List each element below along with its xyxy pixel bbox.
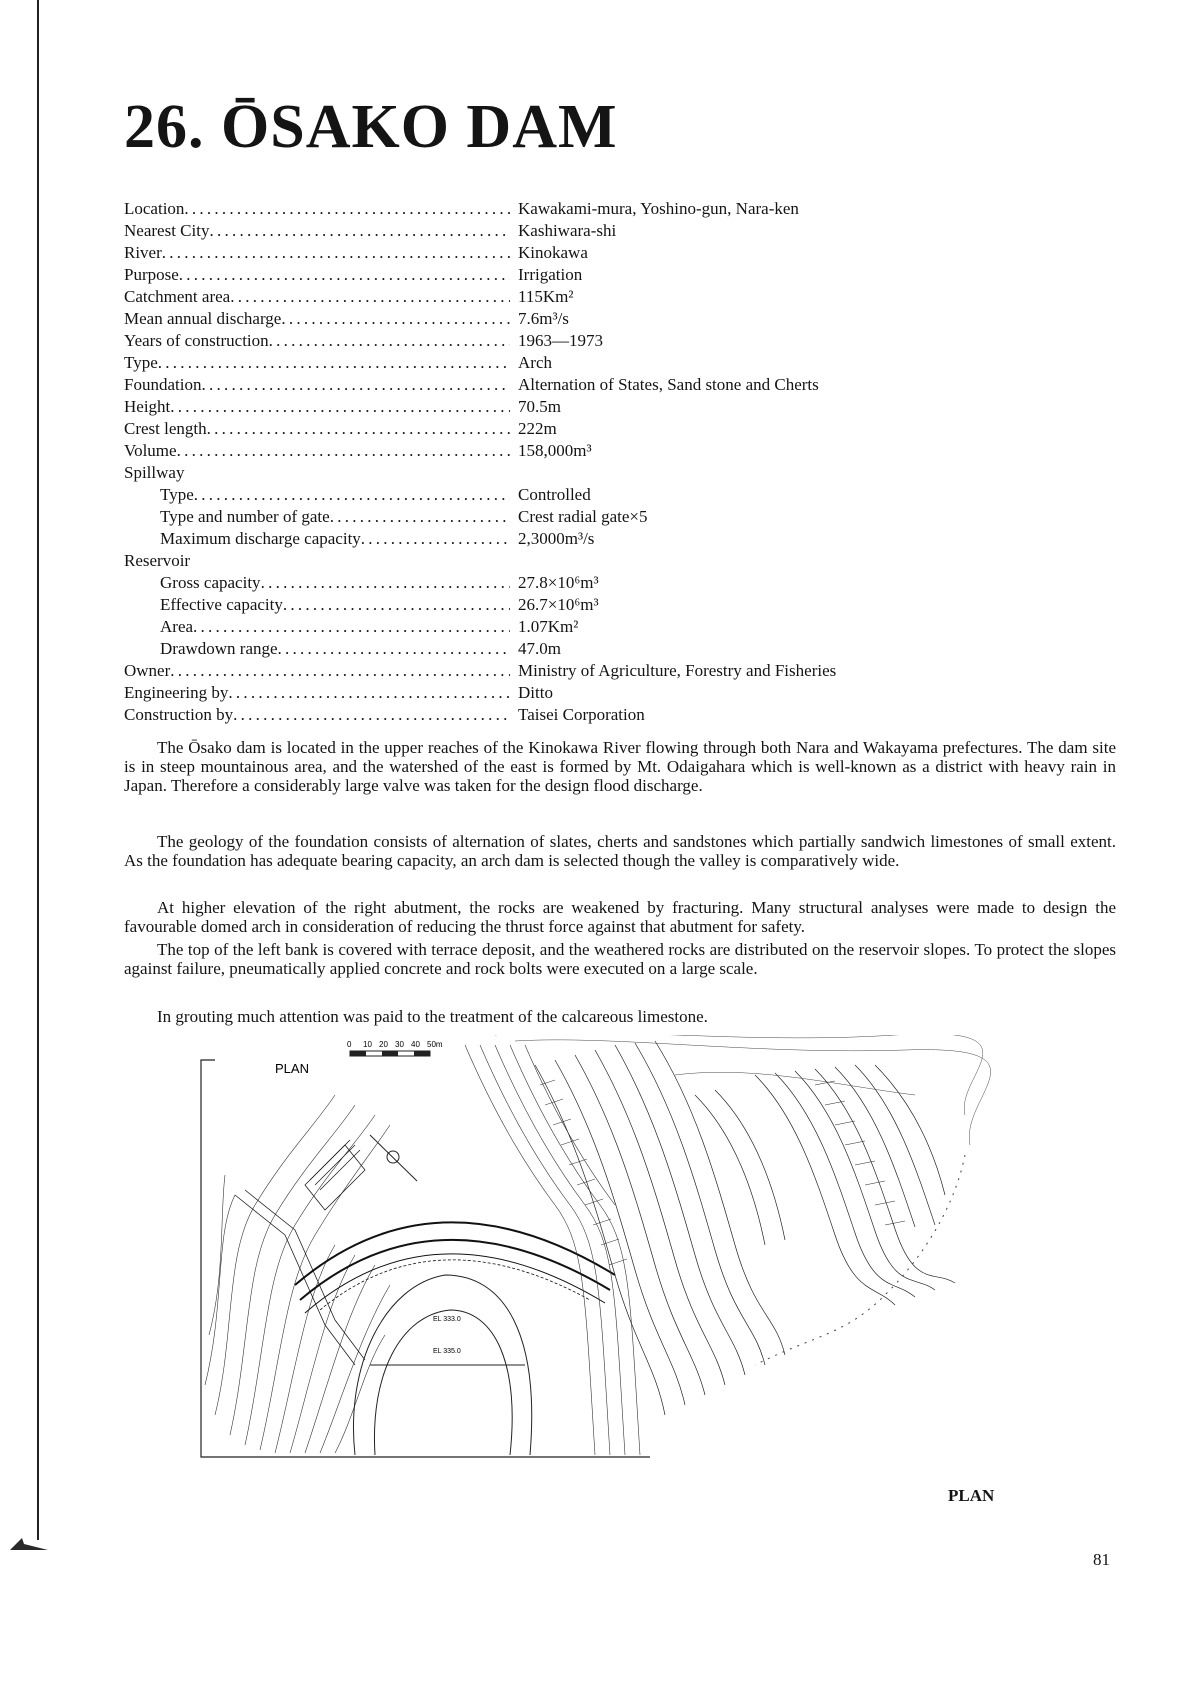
elevation-label-2: EL 335.0 (433, 1348, 461, 1355)
spec-row (124, 352, 904, 374)
spec-label: Construction by (124, 705, 234, 724)
body-paragraph-5: In grouting much attention was paid to the treatment of the calcareous limestone. (157, 1007, 708, 1026)
spec-label: River (124, 243, 162, 262)
spec-row (124, 220, 904, 242)
svg-text:50m: 50m (427, 1040, 443, 1049)
hatching (540, 1080, 905, 1265)
spec-label: Nearest City (124, 221, 210, 240)
spec-label-wrap (124, 352, 510, 374)
leader-dots (177, 440, 510, 462)
spec-label: Gross capacity (160, 573, 261, 592)
spec-label-wrap (124, 462, 510, 484)
leader-dots (201, 374, 510, 396)
spec-label: Purpose (124, 265, 179, 284)
leader-dots (207, 418, 510, 440)
svg-text:30: 30 (395, 1040, 404, 1049)
svg-text:20: 20 (379, 1040, 388, 1049)
spec-value: 2,3000m³/s (518, 529, 595, 548)
svg-text:0: 0 (347, 1040, 352, 1049)
leader-dots (170, 396, 510, 418)
spec-value: 27.8×10⁶m³ (518, 573, 599, 592)
spec-label: Owner (124, 661, 171, 680)
spec-label: Drawdown range (160, 639, 278, 658)
leader-dots (194, 484, 510, 506)
body-paragraph-4: The top of the left bank is covered with terrace deposit, and the weathered rocks are distributed on the reservoir slopes. To protect the slopes against failure, pneumatically applied concrete and rock bolts were executed on a large scale. (124, 940, 1116, 978)
leader-dots (281, 308, 510, 330)
spec-label: Type and number of gate (160, 507, 330, 526)
spec-label: Location (124, 199, 185, 218)
page-margin-rule (37, 0, 39, 1540)
spec-label: Effective capacity (160, 595, 283, 614)
spec-label-wrap (124, 638, 510, 660)
body-paragraph-2: The geology of the foundation consists of alternation of slates, cherts and sandstones which partially sandwich limestones of small extent. As the foundation has adequate bearing capacity, an arch dam is selected though the valley is comparatively wide. (124, 832, 1116, 870)
right-bank-contours (465, 1045, 640, 1455)
spec-label-wrap (124, 528, 510, 550)
spec-label: Mean annual discharge (124, 309, 282, 328)
spec-row (124, 308, 904, 330)
scale-bar (347, 1040, 443, 1056)
leader-dots (361, 528, 510, 550)
spec-row (124, 638, 904, 660)
spec-label-wrap (124, 220, 510, 242)
spec-row (124, 396, 904, 418)
spec-label-wrap (124, 242, 510, 264)
reservoir-contours (495, 1035, 991, 1145)
spec-row (124, 594, 904, 616)
spec-row (124, 374, 904, 396)
leader-dots (269, 330, 510, 352)
spec-label-wrap (124, 682, 510, 704)
spec-row (124, 616, 904, 638)
leader-dots (209, 220, 510, 242)
spec-label-wrap (124, 506, 510, 528)
spec-value: 26.7×10⁶m³ (518, 595, 599, 614)
spec-row (124, 528, 904, 550)
spec-label: Crest length (124, 419, 207, 438)
plan-inner-label: PLAN (275, 1061, 309, 1076)
spec-label-wrap (124, 616, 510, 638)
leader-dots (330, 506, 510, 528)
spec-row (124, 484, 904, 506)
spec-label: Engineering by (124, 683, 229, 702)
page-title: 26. ŌSAKO DAM (124, 93, 618, 161)
spec-row (124, 242, 904, 264)
spec-value: 115Km² (518, 287, 574, 306)
leader-dots (193, 616, 510, 638)
leader-dots (230, 286, 510, 308)
slope-protection-bands (535, 1041, 955, 1415)
leader-dots (278, 638, 510, 660)
body-paragraph-3: At higher elevation of the right abutment, the rocks are weakened by fracturing. Many structural analyses were made to design the favourable domed arch in consideration of reducing the thrust force against that abutment for safety. (124, 898, 1116, 936)
spec-value: 70.5m (518, 397, 561, 416)
spec-value (510, 462, 518, 484)
spec-row (124, 198, 904, 220)
leader-dots (228, 682, 510, 704)
spec-value: Ditto (518, 683, 553, 702)
spec-row (124, 330, 904, 352)
spec-row (124, 264, 904, 286)
spec-label-wrap (124, 418, 510, 440)
scan-corner-mark (10, 1536, 50, 1550)
spec-label-wrap (124, 308, 510, 330)
spec-label: Height (124, 397, 171, 416)
spec-label: Type (160, 485, 194, 504)
spec-row (124, 682, 904, 704)
leader-dots (184, 198, 510, 220)
spec-value: 7.6m³/s (518, 309, 569, 328)
spec-label-wrap (124, 594, 510, 616)
spec-label-wrap (124, 440, 510, 462)
spec-label-wrap (124, 704, 510, 726)
drawing-caption: PLAN (948, 1486, 995, 1505)
elevation-label-1: EL 333.0 (433, 1316, 461, 1323)
spec-value: 1963—1973 (518, 331, 603, 350)
spec-label-wrap (124, 286, 510, 308)
spec-label-wrap (124, 660, 510, 682)
leader-dots (179, 264, 510, 286)
spec-row (124, 418, 904, 440)
spec-value: 222m (518, 419, 557, 438)
spec-label: Volume (124, 441, 177, 460)
leader-dots (233, 704, 510, 726)
svg-text:10: 10 (363, 1040, 372, 1049)
dam-plan-drawing (195, 1035, 1015, 1495)
north-arrow-icon (370, 1135, 417, 1181)
spec-value: Alternation of States, Sand stone and Cherts (518, 375, 819, 394)
spec-value: 47.0m (518, 639, 561, 658)
spec-value: Crest radial gate×5 (518, 507, 648, 526)
spec-label-wrap (124, 330, 510, 352)
spec-row (124, 660, 904, 682)
spec-label: Reservoir (124, 551, 191, 570)
spec-label: Catchment area (124, 287, 231, 306)
spec-value: Ministry of Agriculture, Forestry and Fisheries (518, 661, 837, 680)
leader-dots (283, 594, 510, 616)
spec-row (124, 440, 904, 462)
spec-label-wrap (124, 198, 510, 220)
spec-label: Spillway (124, 463, 185, 482)
svg-text:40: 40 (411, 1040, 420, 1049)
spec-row (124, 572, 904, 594)
leader-dots (170, 660, 510, 682)
body-paragraph-1: The Ōsako dam is located in the upper reaches of the Kinokawa River flowing through both Nara and Wakayama prefectures. The dam site is in steep mountainous area, and the watershed of the east is formed by Mt. Odaigahara which is well-known as a district with heavy rain in Japan. Therefore a considerably large valve was taken for the design flood discharge. (124, 738, 1116, 795)
spec-row (124, 286, 904, 308)
spec-label-wrap (124, 572, 510, 594)
reservoir-boundary (755, 1155, 965, 1365)
spec-value: Taisei Corporation (518, 705, 645, 724)
access-road (235, 1140, 365, 1365)
spec-label: Foundation (124, 375, 202, 394)
spec-label: Area (160, 617, 194, 636)
spec-row (124, 506, 904, 528)
spec-row (124, 550, 904, 572)
spec-row (124, 704, 904, 726)
spec-label: Years of construction (124, 331, 269, 350)
stilling-basin (353, 1275, 531, 1455)
leader-dots (261, 572, 510, 594)
spec-value: Kashiwara-shi (518, 221, 617, 240)
page-number: 81 (1093, 1550, 1110, 1569)
spec-label: Type (124, 353, 158, 372)
spec-label-wrap (124, 484, 510, 506)
spec-value: Irrigation (518, 265, 583, 284)
arch-dam-crest (295, 1222, 615, 1313)
spec-value: Arch (518, 353, 552, 372)
spec-table (124, 198, 904, 726)
spec-value: Kawakami-mura, Yoshino-gun, Nara-ken (518, 199, 799, 218)
spec-value: Controlled (518, 485, 591, 504)
leader-dots (158, 352, 510, 374)
left-bank-contours (205, 1095, 390, 1453)
spec-label-wrap (124, 264, 510, 286)
spec-value (510, 550, 518, 572)
leader-dots (162, 242, 510, 264)
spec-value: 1.07Km² (518, 617, 579, 636)
spec-row (124, 462, 904, 484)
spec-label-wrap (124, 550, 510, 572)
spec-label-wrap (124, 374, 510, 396)
spec-value: 158,000m³ (518, 441, 592, 460)
spec-label: Maximum discharge capacity (160, 529, 361, 548)
spec-value: Kinokawa (518, 243, 588, 262)
spec-label-wrap (124, 396, 510, 418)
